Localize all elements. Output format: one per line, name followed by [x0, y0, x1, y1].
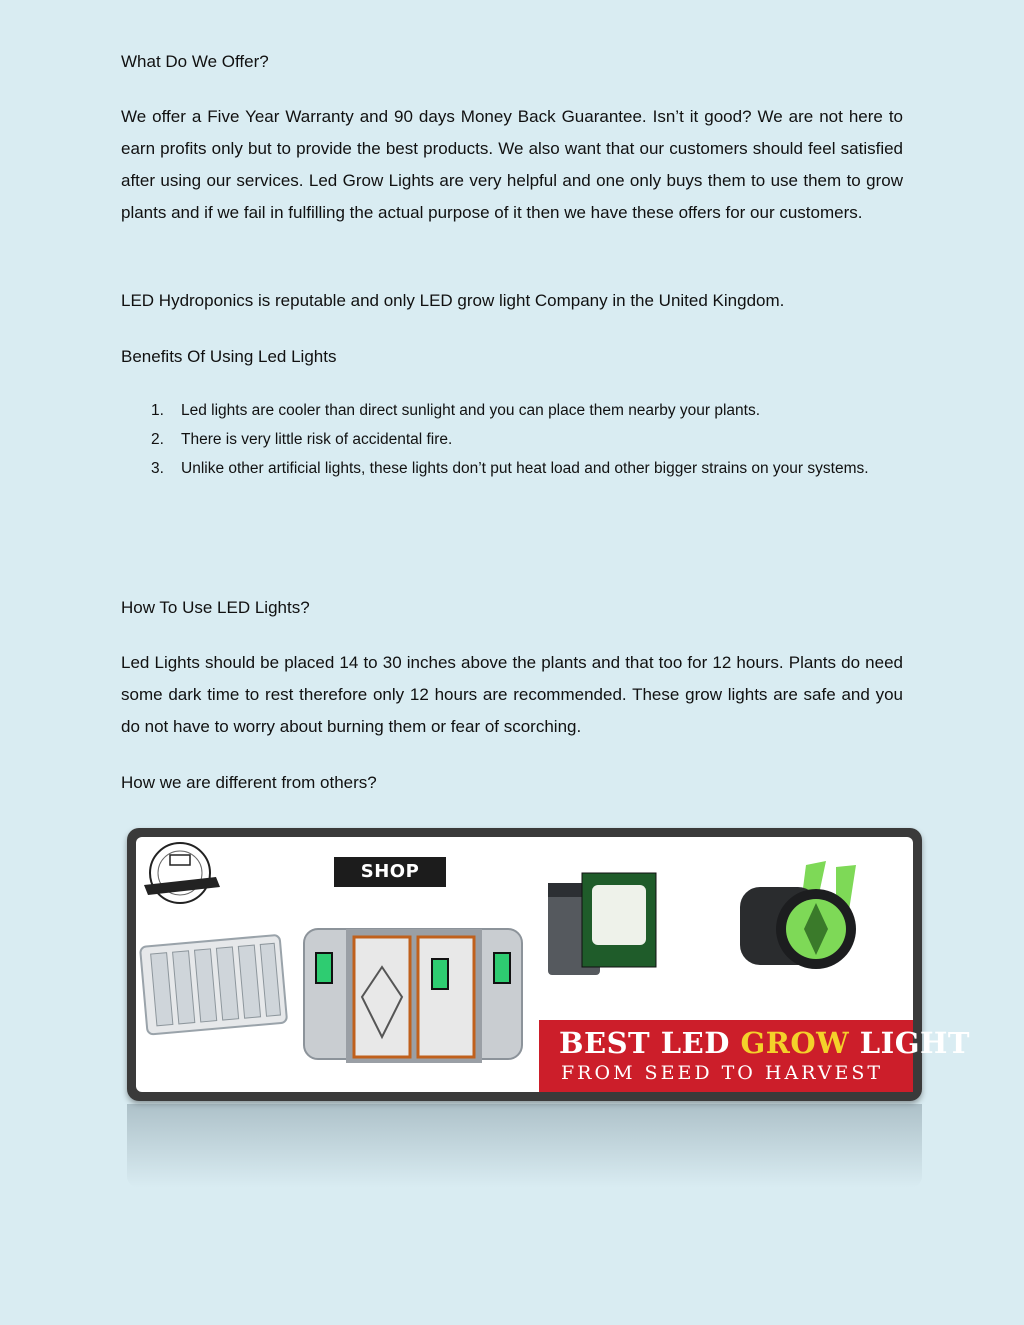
list-item [121, 425, 903, 454]
use-heading: How To Use LED Lights? [121, 598, 310, 617]
list-number: 2. [151, 431, 164, 448]
list-text: Unlike other artificial lights, these lights don’t put heat load and other bigger strains on your systems. [181, 460, 869, 477]
benefits-heading: Benefits Of Using Led Lights [121, 347, 337, 366]
banner-headline [559, 1026, 970, 1060]
banner-content [136, 837, 970, 1092]
led-panel-icon [140, 935, 287, 1035]
brand-logo-icon [144, 843, 220, 903]
grow-tent-icon [304, 929, 522, 1063]
list-item [121, 396, 903, 425]
headline-highlight: GROW [740, 1026, 850, 1060]
promo-banner[interactable] [127, 828, 970, 1188]
company-paragraph: LED Hydroponics is reputable and only LED grow light Company in the United Kingdom. [121, 291, 785, 310]
different-heading: How we are different from others? [121, 773, 377, 792]
list-text: Led lights are cooler than direct sunlight and you can place them nearby your plants. [181, 402, 761, 419]
headline-text-end: LIGHT [849, 1026, 970, 1060]
headline-panel [539, 1020, 970, 1092]
list-number: 3. [151, 460, 164, 477]
list-number: 1. [151, 402, 164, 419]
list-text: There is very little risk of accidental fire. [181, 431, 453, 448]
banner-reflection [127, 1104, 922, 1188]
use-paragraph: Led Lights should be placed 14 to 30 inches above the plants and that too for 12 hours. Plants do need some dark time to rest therefore only 12 hours are recommended. These grow lights are safe and you do not have to worry about burning them or fear of scorching. [121, 653, 903, 736]
headline-text: BEST LED [559, 1026, 741, 1060]
list-item [121, 454, 903, 483]
offer-heading: What Do We Offer? [121, 52, 269, 71]
benefits-list [121, 396, 903, 483]
offer-paragraph: We offer a Five Year Warranty and 90 days Money Back Guarantee. Isn’t it good? We are not here to earn profits only but to provide the best products. We also want that our customers should feel satisfied after using our services. Led Grow Lights are very helpful and one only buys them to use them to grow plants and if we fail in fulfilling the actual purpose of it then we have these offers for our customers. [121, 107, 903, 222]
banner-subline: FROM SEED TO HARVEST [561, 1062, 884, 1084]
carbon-filter-icon [548, 873, 656, 975]
shop-now-button[interactable]: SHOP NOW > [334, 857, 446, 887]
banner-frame [127, 828, 970, 1101]
inline-fan-icon [740, 861, 856, 969]
